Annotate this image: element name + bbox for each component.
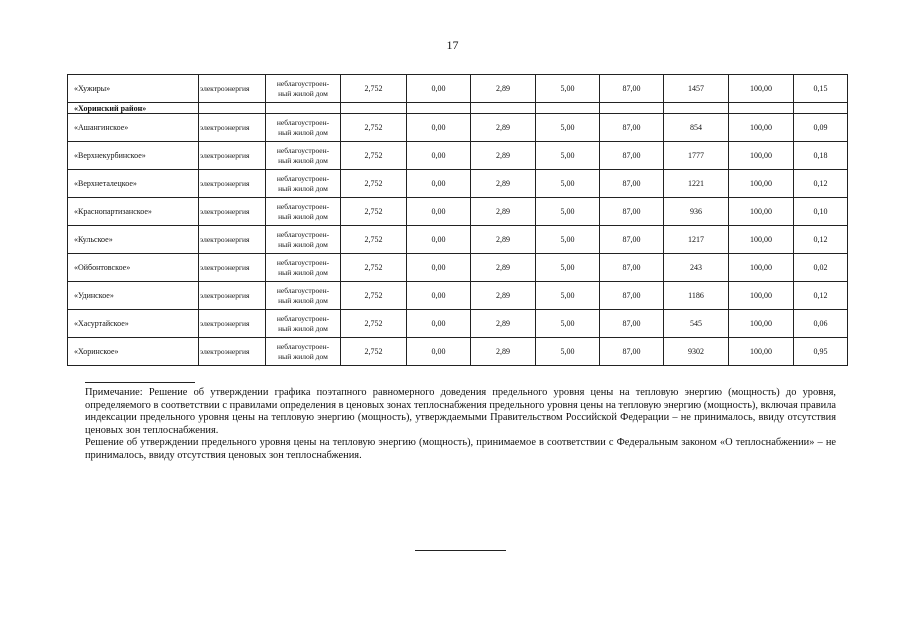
value-cell: 0,00 xyxy=(407,282,471,310)
resource-cell: электроэнергия xyxy=(199,75,266,103)
value-cell: 5,00 xyxy=(536,282,600,310)
value-cell: 87,00 xyxy=(600,142,664,170)
settlement-cell: «Верхнеталецкое» xyxy=(68,170,199,198)
value-cell: 0,00 xyxy=(407,198,471,226)
value-cell: 100,00 xyxy=(729,226,794,254)
value-cell: 0,00 xyxy=(407,142,471,170)
section-title: «Хоринский район» xyxy=(68,103,199,114)
value-cell: 2,752 xyxy=(341,310,407,338)
settlement-cell: «Хасуртайское» xyxy=(68,310,199,338)
value-cell: 0,02 xyxy=(794,254,848,282)
housing-line-2: ный жилой дом xyxy=(278,211,328,221)
housing-line-2: ный жилой дом xyxy=(278,155,328,165)
value-cell: 854 xyxy=(664,114,729,142)
section-row xyxy=(68,103,848,114)
value-cell: 0,15 xyxy=(794,75,848,103)
housing-line-1: неблагоустроен- xyxy=(276,201,330,211)
value-cell: 5,00 xyxy=(536,226,600,254)
value-cell: 1186 xyxy=(664,282,729,310)
value-cell: 0,18 xyxy=(794,142,848,170)
value-cell: 2,89 xyxy=(471,226,536,254)
housing-line-2: ный жилой дом xyxy=(278,183,328,193)
resource-cell: электроэнергия xyxy=(199,170,266,198)
note-paragraph-2: Решение об утверждении предельного уровня цены на тепловую энергию (мощность), принимаемое в соответствии с Федеральным законом «О теплоснабжении» – не принималось, ввиду отсутствия ценовых зон теплоснабжения. xyxy=(85,437,836,461)
table-row xyxy=(68,226,848,254)
value-cell: 2,752 xyxy=(341,114,407,142)
settlement-cell: «Ашангинское» xyxy=(68,114,199,142)
page-number: 17 xyxy=(446,38,459,52)
housing-line-2: ный жилой дом xyxy=(278,239,328,249)
value-cell: 87,00 xyxy=(600,338,664,366)
value-cell: 87,00 xyxy=(600,170,664,198)
value-cell: 0,06 xyxy=(794,310,848,338)
value-cell: 1217 xyxy=(664,226,729,254)
value-cell: 2,89 xyxy=(471,142,536,170)
value-cell: 5,00 xyxy=(536,75,600,103)
value-cell: 0,00 xyxy=(407,170,471,198)
value-cell: 2,752 xyxy=(341,75,407,103)
value-cell: 1221 xyxy=(664,170,729,198)
table-row xyxy=(68,282,848,310)
housing-line-2: ный жилой дом xyxy=(278,323,328,333)
housing-line-1: неблагоустроен- xyxy=(276,173,330,183)
settlement-cell: «Краснопартизанское» xyxy=(68,198,199,226)
value-cell: 1777 xyxy=(664,142,729,170)
value-cell: 87,00 xyxy=(600,310,664,338)
value-cell: 5,00 xyxy=(536,338,600,366)
note-separator xyxy=(85,382,195,383)
value-cell: 5,00 xyxy=(536,114,600,142)
note-paragraph-1: Примечание: Решение об утверждении графика поэтапного равномерного доведения предельного уровня цены на тепловую энергию (мощность) до уровня, определяемого в соответствии с правилами определения в ценовых зонах теплоснабжения предельного уровня цены на тепловую энергию (мощность), включая правила индексации предельного уровня цены на тепловую энергию (мощность), утверждаемыми Правительством Российской Федерации – не принималось, ввиду отсутствия ценовых зон теплоснабжения. xyxy=(85,387,836,436)
table-row xyxy=(68,198,848,226)
resource-cell: электроэнергия xyxy=(199,142,266,170)
value-cell: 87,00 xyxy=(600,282,664,310)
tariff-table xyxy=(67,74,848,366)
value-cell: 5,00 xyxy=(536,310,600,338)
value-cell: 0,12 xyxy=(794,226,848,254)
housing-cell xyxy=(266,310,341,338)
value-cell: 100,00 xyxy=(729,254,794,282)
table-row xyxy=(68,310,848,338)
housing-line-1: неблагоустроен- xyxy=(276,285,330,295)
value-cell: 100,00 xyxy=(729,338,794,366)
value-cell: 87,00 xyxy=(600,75,664,103)
housing-cell xyxy=(266,170,341,198)
settlement-cell: «Ойбонтовское» xyxy=(68,254,199,282)
value-cell: 243 xyxy=(664,254,729,282)
end-separator xyxy=(415,550,506,551)
value-cell: 2,89 xyxy=(471,114,536,142)
value-cell: 5,00 xyxy=(536,170,600,198)
value-cell: 0,00 xyxy=(407,310,471,338)
table-body xyxy=(68,75,848,366)
value-cell: 2,752 xyxy=(341,338,407,366)
value-cell: 87,00 xyxy=(600,198,664,226)
value-cell: 2,89 xyxy=(471,338,536,366)
value-cell: 100,00 xyxy=(729,170,794,198)
value-cell: 2,752 xyxy=(341,226,407,254)
value-cell: 2,89 xyxy=(471,310,536,338)
note-block xyxy=(85,387,836,463)
resource-cell: электроэнергия xyxy=(199,114,266,142)
value-cell: 100,00 xyxy=(729,310,794,338)
value-cell: 0,10 xyxy=(794,198,848,226)
housing-line-2: ный жилой дом xyxy=(278,351,328,361)
value-cell: 100,00 xyxy=(729,198,794,226)
housing-line-1: неблагоустроен- xyxy=(276,313,330,323)
value-cell: 100,00 xyxy=(729,75,794,103)
housing-line-2: ный жилой дом xyxy=(278,295,328,305)
value-cell: 0,00 xyxy=(407,114,471,142)
table-row xyxy=(68,170,848,198)
housing-line-2: ный жилой дом xyxy=(278,267,328,277)
value-cell: 0,00 xyxy=(407,338,471,366)
value-cell: 2,89 xyxy=(471,282,536,310)
housing-line-1: неблагоустроен- xyxy=(276,341,330,351)
value-cell: 2,89 xyxy=(471,198,536,226)
value-cell: 2,752 xyxy=(341,170,407,198)
value-cell: 9302 xyxy=(664,338,729,366)
resource-cell: электроэнергия xyxy=(199,282,266,310)
value-cell: 936 xyxy=(664,198,729,226)
value-cell: 5,00 xyxy=(536,198,600,226)
table-row xyxy=(68,114,848,142)
value-cell: 1457 xyxy=(664,75,729,103)
value-cell: 87,00 xyxy=(600,114,664,142)
value-cell: 2,752 xyxy=(341,198,407,226)
housing-line-1: неблагоустроен- xyxy=(276,257,330,267)
value-cell: 2,89 xyxy=(471,254,536,282)
settlement-cell: «Удинское» xyxy=(68,282,199,310)
table-row xyxy=(68,142,848,170)
settlement-cell: «Кульское» xyxy=(68,226,199,254)
housing-cell xyxy=(266,254,341,282)
value-cell: 0,12 xyxy=(794,282,848,310)
housing-cell xyxy=(266,114,341,142)
housing-cell xyxy=(266,75,341,103)
housing-cell xyxy=(266,226,341,254)
housing-cell xyxy=(266,282,341,310)
value-cell: 0,12 xyxy=(794,170,848,198)
settlement-cell: «Хоринское» xyxy=(68,338,199,366)
housing-line-1: неблагоустроен- xyxy=(276,229,330,239)
table-row xyxy=(68,254,848,282)
resource-cell: электроэнергия xyxy=(199,226,266,254)
value-cell: 0,00 xyxy=(407,254,471,282)
value-cell: 2,752 xyxy=(341,282,407,310)
settlement-cell: «Хужиры» xyxy=(68,75,199,103)
housing-line-2: ный жилой дом xyxy=(278,127,328,137)
value-cell: 2,89 xyxy=(471,75,536,103)
table-row xyxy=(68,75,848,103)
housing-cell xyxy=(266,142,341,170)
value-cell: 0,95 xyxy=(794,338,848,366)
value-cell: 100,00 xyxy=(729,114,794,142)
resource-cell: электроэнергия xyxy=(199,310,266,338)
value-cell: 100,00 xyxy=(729,282,794,310)
value-cell: 0,00 xyxy=(407,226,471,254)
resource-cell: электроэнергия xyxy=(199,338,266,366)
value-cell: 2,89 xyxy=(471,170,536,198)
resource-cell: электроэнергия xyxy=(199,198,266,226)
value-cell: 5,00 xyxy=(536,142,600,170)
value-cell: 5,00 xyxy=(536,254,600,282)
value-cell: 87,00 xyxy=(600,254,664,282)
value-cell: 2,752 xyxy=(341,254,407,282)
value-cell: 0,09 xyxy=(794,114,848,142)
value-cell: 2,752 xyxy=(341,142,407,170)
value-cell: 0,00 xyxy=(407,75,471,103)
table-row xyxy=(68,338,848,366)
housing-line-1: неблагоустроен- xyxy=(276,117,330,127)
housing-line-1: неблагоустроен- xyxy=(276,145,330,155)
housing-cell xyxy=(266,338,341,366)
resource-cell: электроэнергия xyxy=(199,254,266,282)
value-cell: 87,00 xyxy=(600,226,664,254)
value-cell: 545 xyxy=(664,310,729,338)
housing-cell xyxy=(266,198,341,226)
settlement-cell: «Верхнекурбинское» xyxy=(68,142,199,170)
value-cell: 100,00 xyxy=(729,142,794,170)
housing-line-2: ный жилой дом xyxy=(278,88,328,98)
housing-line-1: неблагоустроен- xyxy=(276,78,330,88)
